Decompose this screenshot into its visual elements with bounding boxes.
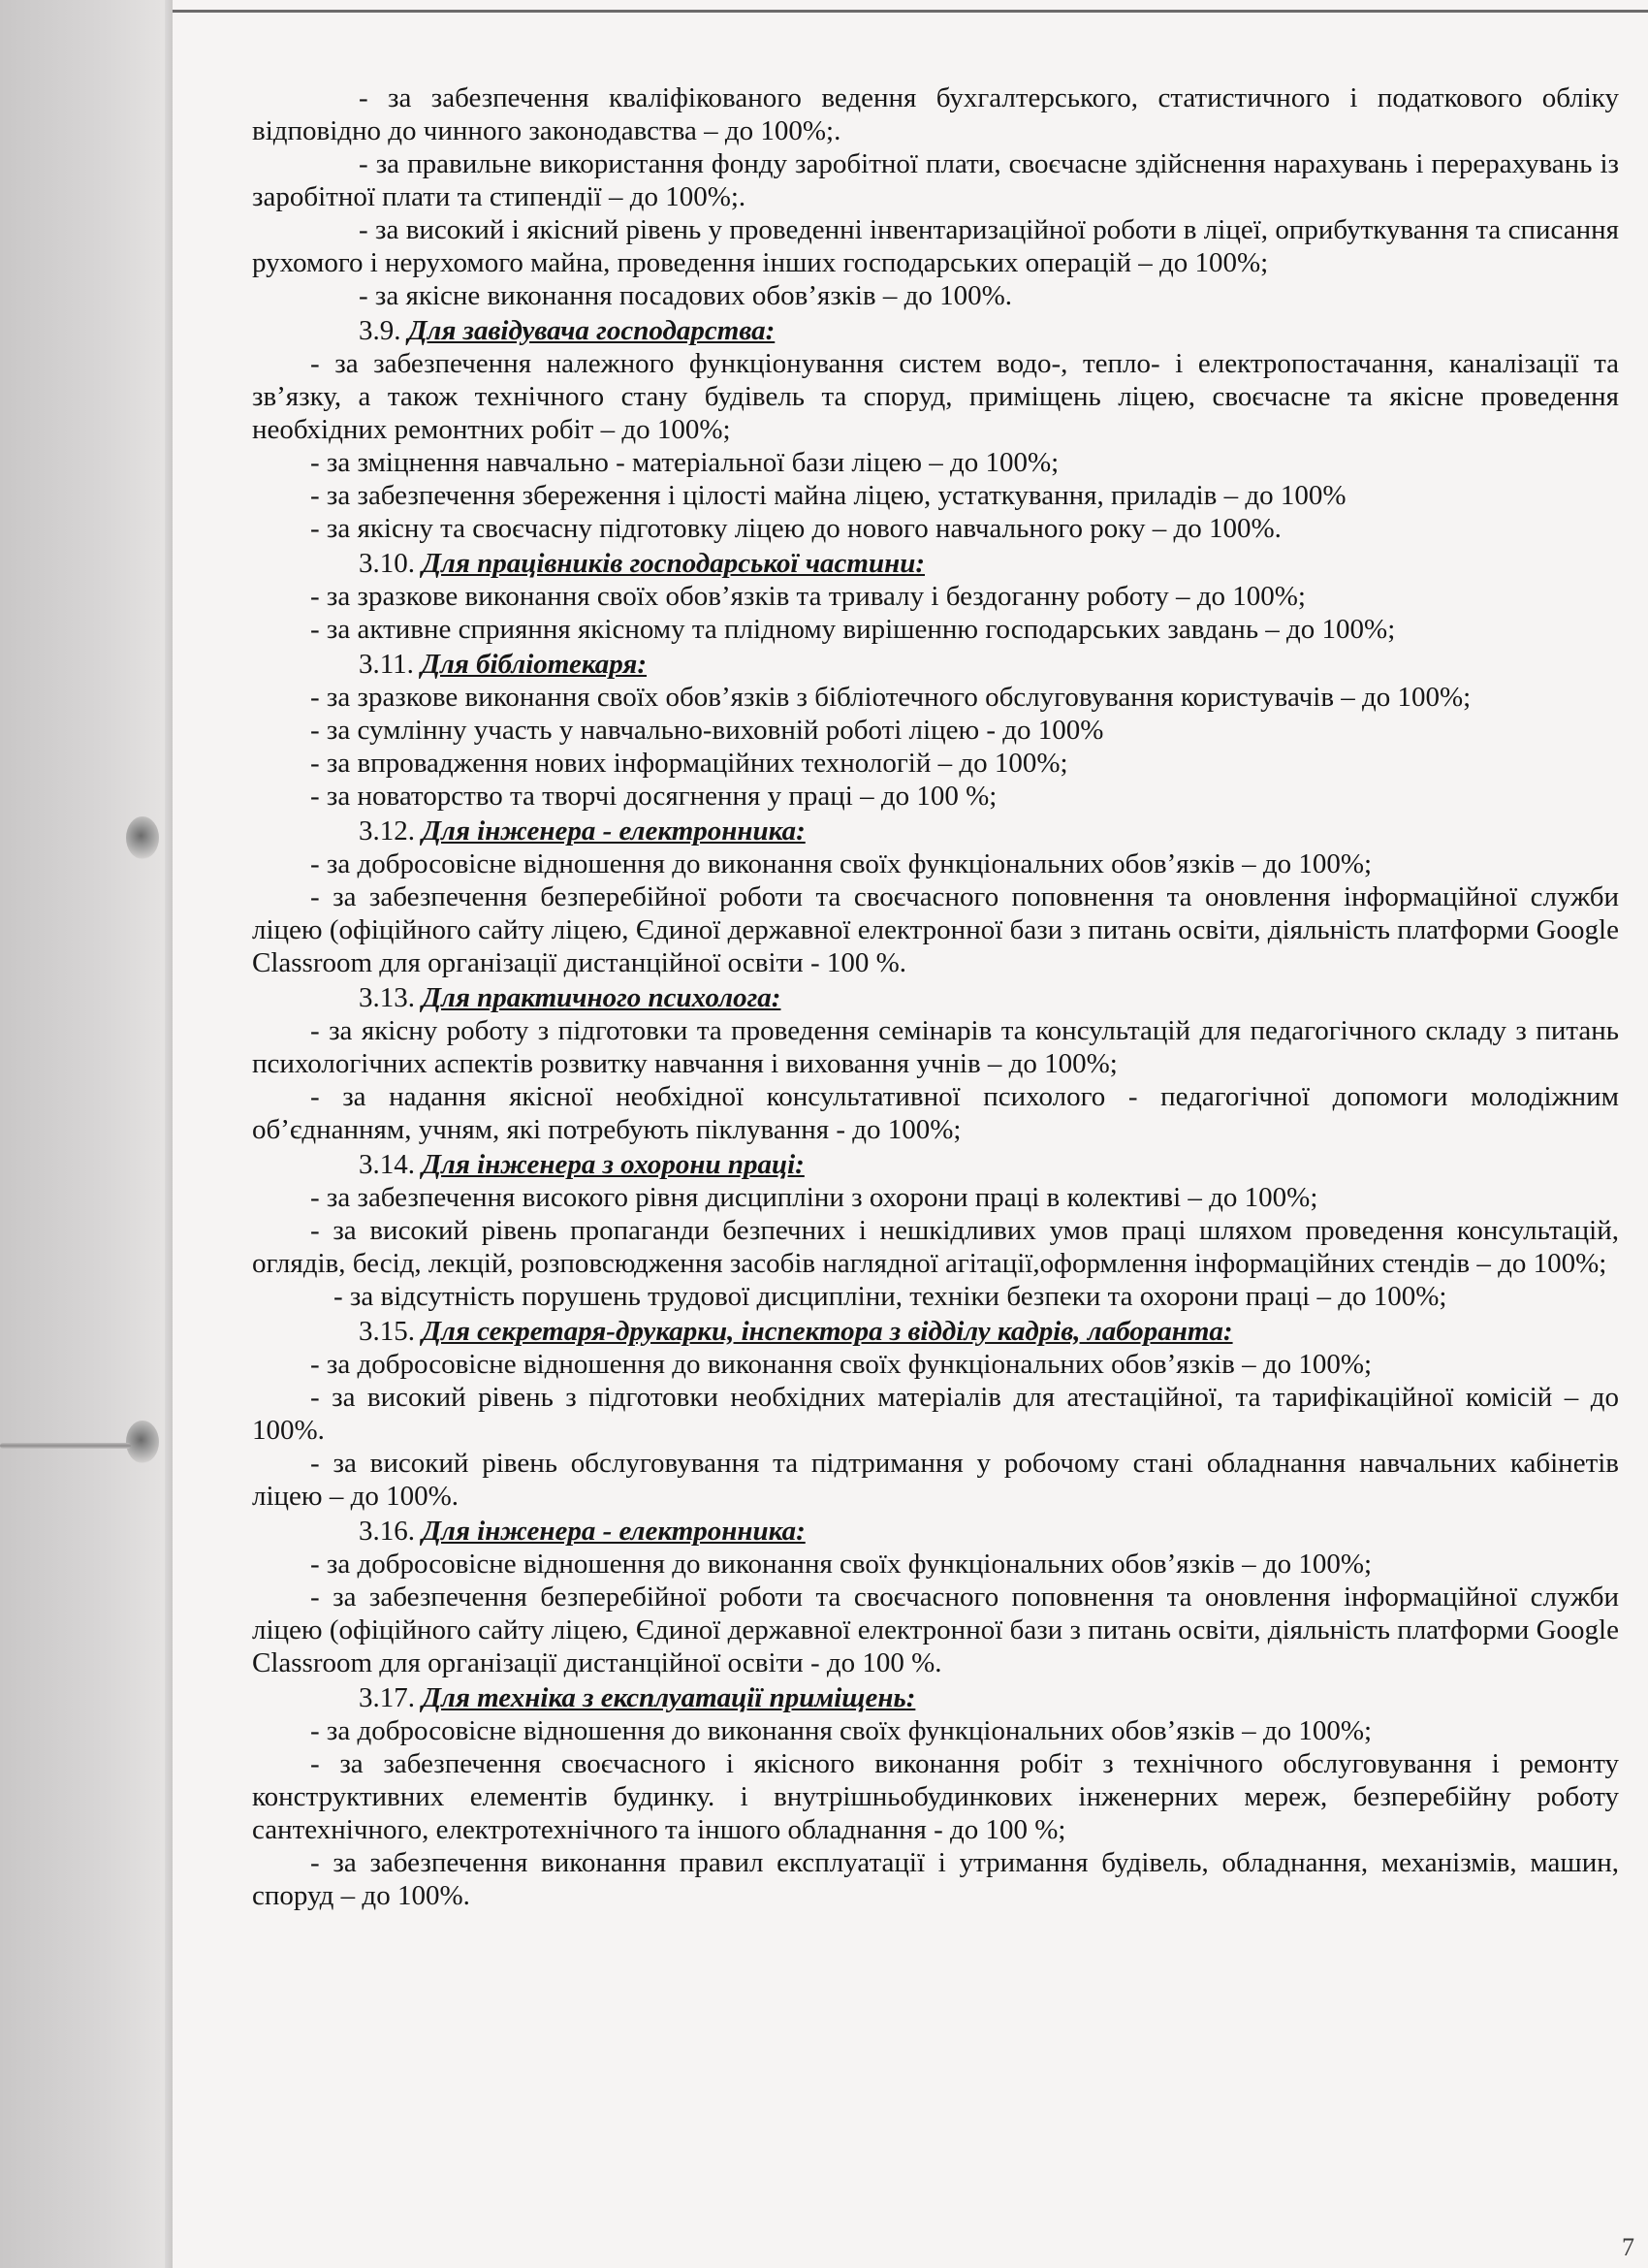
bonus-criterion-item: - за забезпечення своєчасного і якісного виконання робіт з технічного обслуговування і ремонту конструктивних елементів будинку. і внутрішньобудинкових інженерних мереж, безперебійну роботу сантехнічного, електротехнічного та іншого обладнання - до 100 %; bbox=[252, 1748, 1619, 1845]
bonus-criterion-item: - за забезпечення високого рівня дисципліни з охорони праці в колективі – до 100%; bbox=[310, 1182, 1318, 1213]
section-title: Для завідувача господарства: bbox=[407, 315, 776, 346]
section-title: Для працівників господарської частини: bbox=[422, 548, 925, 579]
bonus-criterion-item: - за зразкове виконання своїх обов’язків з бібліотечного обслуговування користувачів – до 100%; bbox=[310, 682, 1472, 713]
section-title: Для практичного психолога: bbox=[422, 982, 781, 1013]
page-number: 7 bbox=[1622, 2233, 1634, 2261]
bonus-criterion-item: - за сумлінну участь у навчально-виховній роботі ліцею - до 100% bbox=[310, 715, 1104, 746]
section-number: 3.12. bbox=[359, 815, 415, 847]
document-body bbox=[252, 81, 1619, 1912]
bonus-criterion-item: - за високий рівень з підготовки необхідних матеріалів для атестаційної, та тарифікаційної комісій – до 100%. bbox=[252, 1382, 1619, 1446]
bonus-criterion-item: - за якісну роботу з підготовки та проведення семінарів та консультацій для педагогічного складу з питань психологічних аспектів розвитку навчання і виховання учнів – до 100%; bbox=[252, 1015, 1619, 1079]
section-number: 3.14. bbox=[359, 1149, 415, 1180]
section-title: Для бібліотекаря: bbox=[421, 649, 648, 680]
bonus-criterion-item: - за новаторство та творчі досягнення у праці – до 100 %; bbox=[310, 781, 998, 812]
bonus-criterion-item: - за високий рівень обслуговування та підтримання у робочому стані обладнання навчальних кабінетів ліцею – до 100%. bbox=[252, 1448, 1619, 1512]
bonus-criterion-item: - за відсутність порушень трудової дисципліни, техніки безпеки та охорони праці – до 100%; bbox=[333, 1281, 1447, 1312]
previous-page-edge bbox=[0, 0, 173, 2268]
section-title: Для інженера - електронника: bbox=[422, 815, 806, 847]
bonus-criterion-item: - за якісну та своєчасну підготовку ліцею до нового навчального року – до 100%. bbox=[310, 513, 1282, 544]
section-heading bbox=[252, 648, 1619, 681]
section-number: 3.9. bbox=[359, 315, 401, 346]
punch-hole bbox=[126, 1421, 159, 1463]
bonus-criterion-item: - за впровадження нових інформаційних технологій – до 100%; bbox=[310, 748, 1068, 779]
bonus-criterion-item: - за якісне виконання посадових обов’язків – до 100%. bbox=[359, 280, 1013, 311]
section-number: 3.15. bbox=[359, 1316, 415, 1347]
bonus-criterion-item: - за активне сприяння якісному та плідному вирішенню господарських завдань – до 100%; bbox=[310, 614, 1396, 645]
section-title: Для інженера з охорони праці: bbox=[422, 1149, 805, 1180]
bonus-criterion-item: - за правильне використання фонду заробітної плати, своєчасне здійснення нарахувань і перерахувань із заробітної плати та стипендії – до 100%;. bbox=[252, 148, 1619, 212]
section-title: Для інженера - електронника: bbox=[422, 1516, 806, 1547]
section-heading bbox=[252, 1315, 1619, 1348]
bonus-criterion-item: - за забезпечення належного функціонування систем водо-, тепло- і електропостачання, каналізації та зв’язку, а також технічного стану будівель та споруд, приміщень ліцею, своєчасне та якісне проведення необхідних ремонтних робіт – до 100%; bbox=[252, 348, 1619, 445]
bonus-criterion-item: - за добросовісне відношення до виконання своїх функціональних обов’язків – до 100%; bbox=[310, 1549, 1373, 1580]
section-number: 3.10. bbox=[359, 548, 415, 579]
bonus-criterion-item: - за зразкове виконання своїх обов’язків та тривалу і бездоганну роботу – до 100%; bbox=[310, 581, 1306, 612]
bonus-criterion-item: - за забезпечення безперебійної роботи та своєчасного поповнення та оновлення інформаційної служби ліцею (офіційного сайту ліцею, Єдиної державної електронної бази з питань освіти, діяльність платформи Google Classroom для організації дистанційної освіти - до 100 %. bbox=[252, 1581, 1619, 1678]
section-heading bbox=[252, 547, 1619, 580]
section-number: 3.13. bbox=[359, 982, 415, 1013]
section-heading bbox=[252, 314, 1619, 347]
section-title: Для техніка з експлуатації приміщень: bbox=[422, 1682, 916, 1713]
bonus-criterion-item: - за забезпечення збереження і цілості майна ліцею, устаткування, приладів – до 100% bbox=[310, 480, 1347, 511]
bonus-criterion-item: - за надання якісної необхідної консультативної психолого - педагогічної допомоги молодіжним об’єднанням, учням, які потребують піклування - до 100%; bbox=[252, 1081, 1619, 1145]
section-heading bbox=[252, 1515, 1619, 1548]
section-number: 3.16. bbox=[359, 1516, 415, 1547]
bonus-criterion-item: - за високий рівень пропаганди безпечних і нешкідливих умов праці шляхом проведення консультацій, оглядів, бесід, лекцій, розповсюдження засобів наглядної агітації,оформлення інформаційних стендів – до 100%; bbox=[252, 1215, 1619, 1279]
scan-top-edge bbox=[173, 10, 1648, 13]
bonus-criterion-item: - за забезпечення безперебійної роботи та своєчасного поповнення та оновлення інформаційної служби ліцею (офіційного сайту ліцею, Єдиної державної електронної бази з питань освіти, діяльність платформи Google Classroom для організації дистанційної освіти - 100 %. bbox=[252, 881, 1619, 978]
section-number: 3.17. bbox=[359, 1682, 415, 1713]
section-title: Для секретаря-друкарки, інспектора з відділу кадрів, лаборанта: bbox=[422, 1316, 1233, 1347]
bonus-criterion-item: - за забезпечення виконання правил експлуатації і утримання будівель, обладнання, механізмів, машин, споруд – до 100%. bbox=[252, 1847, 1619, 1911]
section-heading bbox=[252, 1681, 1619, 1714]
document-page bbox=[173, 0, 1648, 2268]
bonus-criterion-item: - за забезпечення кваліфікованого ведення бухгалтерського, статистичного і податкового обліку відповідно до чинного законодавства – до 100%;. bbox=[252, 82, 1619, 146]
bonus-criterion-item: - за добросовісне відношення до виконання своїх функціональних обов’язків – до 100%; bbox=[310, 848, 1373, 879]
section-number: 3.11. bbox=[359, 649, 414, 680]
punch-hole bbox=[126, 816, 159, 859]
section-heading bbox=[252, 981, 1619, 1014]
bonus-criterion-item: - за добросовісне відношення до виконання своїх функціональних обов’язків – до 100%; bbox=[310, 1715, 1373, 1746]
bonus-criterion-item: - за високий і якісний рівень у проведенні інвентаризаційної роботи в ліцеї, оприбуткування та списання рухомого і нерухомого майна, проведення інших господарських операцій – до 100%; bbox=[252, 214, 1619, 278]
bonus-criterion-item: - за зміцнення навчально - матеріальної бази ліцею – до 100%; bbox=[310, 447, 1060, 478]
paper-crease bbox=[0, 1443, 131, 1449]
section-heading bbox=[252, 1148, 1619, 1181]
bonus-criterion-item: - за добросовісне відношення до виконання своїх функціональних обов’язків – до 100%; bbox=[310, 1349, 1373, 1380]
section-heading bbox=[252, 815, 1619, 847]
